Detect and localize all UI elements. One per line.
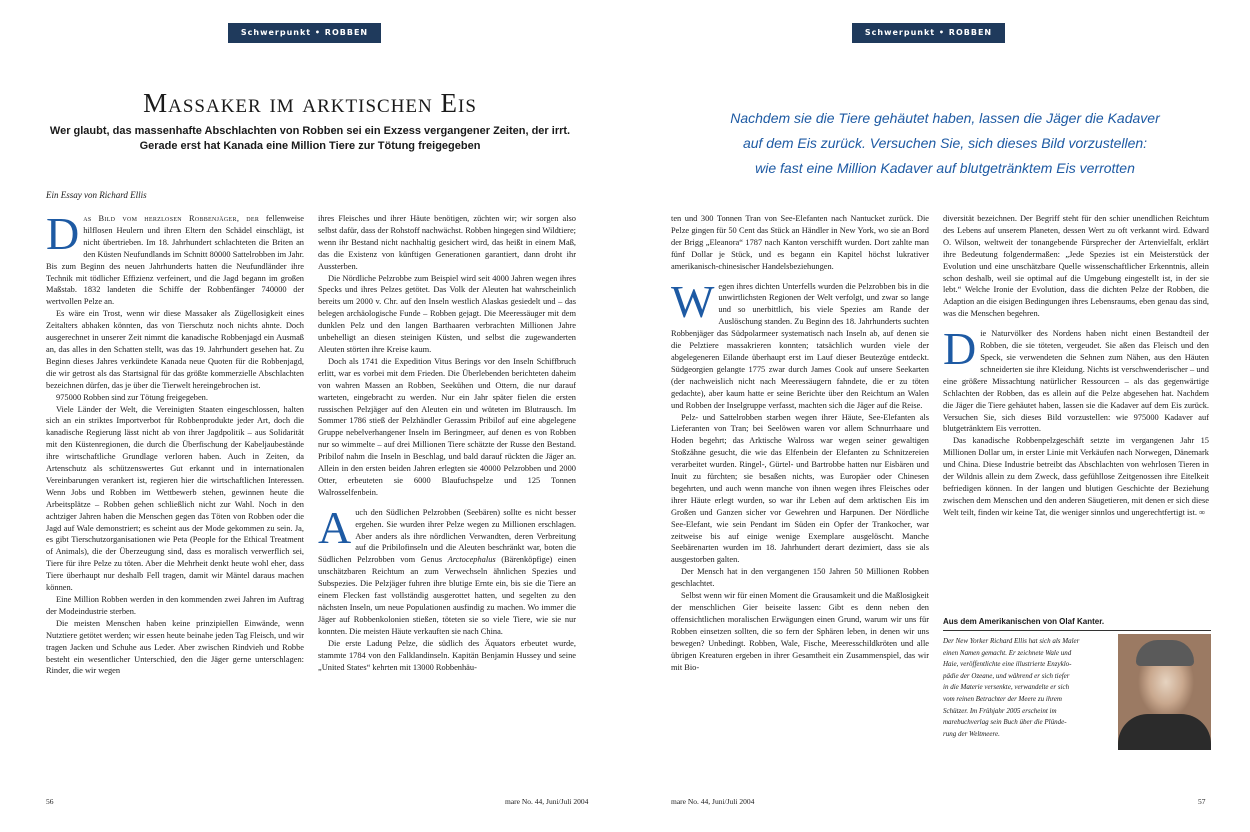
bio-line: Haie, veröffentlichte eine illustrierte Enzyklo-: [943, 660, 1072, 669]
paragraph: Die Nördliche Pelzrobbe zum Beispiel wird seit 4000 Jahren wegen ihres Specks und ihres Pelzes getötet. Das Volk der Aleuten hat wahrscheinlich bereits um 2000 v. Chr. auf den Inseln westlich Alaskas gesiedelt und – das belegen archäologische Funde – Robben gejagt. Die Meeressäuger mit dem dunklen Pelz und den langen Barthaaren verbrachten Millionen Jahre unbehelligt an diesen steinigen Küsten, und selbst die zugewanderten Aleuten störten ihre Kreise kaum.: [318, 273, 576, 354]
paragraph: [943, 323, 1209, 435]
bio-line: rung der Weltmeere.: [943, 729, 1000, 738]
author-byline: Ein Essay von Richard Ellis: [46, 190, 147, 200]
drop-cap: W: [671, 275, 715, 327]
author-bio: [943, 636, 1115, 740]
paragraph: ihres Fleisches und ihrer Häute benötigen, züchten wir; wir sorgen also selbst dafür, dass der Rohstoff nachwächst. Robben hingegen sind Wildtiere; wenn ihr Bestand nicht nachhaltig gesichert wird, das heißt in einem Maß, das die Existenz von künftigen Generationen garantiert, dann droht ihr Aussterben.: [318, 214, 576, 271]
left-page: [0, 0, 620, 832]
portrait-hair: [1136, 640, 1194, 666]
paragraph: Es wäre ein Trost, wenn wir diese Massaker als Zügellosigkeit eines Zeitalters abhaken könnten, das von Tierschutz noch nichts ahnte. Doch ausgerechnet in unserer Zeit nimmt die kanadische Robbenjagd ein Ausmaß an, das alles in den Schatten stellt, was das 19. Jahrhundert gesehen hat. Zu Beginn dieses Jahres verkündete Kanada neue Quoten für die Robbenjagd, die wir getrost als das Startsignal für das größte kommerzielle Abschlachten bezeichnen dürfen, das je über die Tierwelt hereingebrochen ist.: [46, 309, 304, 390]
paragraph: Doch als 1741 die Expedition Vitus Berings vor den Inseln Schiffbruch erlitt, war es vorbei mit dem Frieden. Die Überlebenden berichteten daheim von wahren Massen an Robben, Seekühen und Ottern, die nur darauf warteten, eingebracht zu werden. Nur ein Jahr später fielen die ersten russischen Pelzjäger auf den Aleuten ein und wüteten im Blutrausch. Im Sommer 1786 stieß der Pelzhändler Gerassim Pribilof auf eine abgelegene Gruppe nebelverhangener Inseln im Beringmeer, auf denen es von Robben nur so wimmelte – auf drei Millionen Tiere schätzte der Russe den Bestand. Pribilof nahm die Inseln in Beschlag, und bald darauf rückten die Jäger an. Allein in den ersten beiden Jahren erlegten sie 40000 Pelzrobben und 2000 Otter, erbeuteten sie 6000 Blaufuchspelze und 125 Tonnen Walrosselfenbein.: [318, 356, 576, 497]
drop-cap: A: [318, 501, 352, 553]
paragraph-text: Das kanadische Robbenpelzgeschäft setzte im vergangenen Jahr 15 Millionen Dollar um, in erster Linie mit Verkäufen nach Norwegen, Dänemark und China. Diese Industrie betreibt das Abschlachten von wehrlosen Tieren in der Wildnis allein zu dem Zweck, dass gefühllose Zeitgenossen ihre Eitelkeit befriedigen können. In der langen und blutigen Geschichte der Beziehung zwischen dem Menschen und den anderen Säugetieren, mit denen er sich diese Welt teilt, finden wir keine Tat, die weniger sinnlos und ungerechtfertigt ist.: [943, 436, 1209, 517]
page-gutter: [620, 0, 630, 832]
subtitle-line: Gerade erst hat Kanada eine Million Tiere zur Tötung freigegeben: [139, 140, 481, 152]
paragraph: [318, 501, 576, 638]
portrait-coat: [1118, 714, 1211, 750]
bio-line: einen Namen gemacht. Er zeichnete Wale und: [943, 648, 1072, 657]
pull-quote-line: wie fast eine Million Kadaver auf blutgetränktem Eis verrotten: [755, 160, 1135, 176]
subtitle-line: Wer glaubt, das massenhafte Abschlachten von Robben sei ein Exzess vergangener Zeiten, der irrt.: [49, 125, 571, 137]
paragraph: [671, 275, 929, 412]
pull-quote-line: Nachdem sie die Tiere gehäutet haben, lassen die Jäger die Kadaver: [730, 110, 1160, 126]
page-number: 56: [46, 797, 54, 806]
bio-line: marebuchverlag sein Buch über die Plünde-: [943, 718, 1067, 727]
bio-line: in die Materie versenkte, verwandelte er sich: [943, 683, 1070, 692]
paragraph-text: egen ihres dichten Unterfells wurden die Pelzrobben bis in die unwirtlichsten Regionen der Welt verfolgt, und zwar so lange und so unerbittlich, bis viele Spezies am Rande der Auslöschung standen. Zu Beginn des 18. Jahrhunderts suchten Robbenjäger das Südpolarmeer systematisch nach Inseln ab, auf denen sie die Pelztiere massakrieren konnten; tatsächlich wurden viele der abgelegeneren Eilande überhaupt erst im Lauf dieser Beutezüge entdeckt. Südgeorgien gelangte 1775 zwar durch James Cook auf unsere Seekarten (der nachweislich nicht nach Meeressäugern fahndete, die er zu töten gedachte), aber kaum hatte er seine Berichte über den Reichtum an Walen und Robben der Inselgruppe verfasst, machten sich die Jäger auf die Reise.: [671, 281, 929, 410]
paragraph: 975000 Robben sind zur Tötung freigegeben.: [56, 392, 208, 402]
paragraph: Viele Länder der Welt, die Vereinigten Staaten eingeschlossen, halten sich an ein striktes Importverbot für Robbenprodukte jeder Art, doch die kanadische Regierung lässt nicht ab von ihrer Jagdpolitik – aus Solidarität mit den Küstenregionen, die durch die Überfischung der Kabeljaubestände ihre wirtschaftliche Grundlage verloren haben. Auch in Zeiten, da Artenschutz als schützenswertes Gut erkannt und in internationalen Vereinbarungen verankert ist, regieren hier die wirtschaftlichen Interessen. Wenn Jobs und Robben im Wettbewerb stehen, gewinnen heute die Arbeitsplätze – Robben gehen schließlich nicht zur Wahl. Noch in den achtziger Jahren haben die Menschen gegen das Töten von Robben oder die Jagd auf Wale demonstriert; es scheint aus der Mode gekommen zu sein. Ja, es gibt Tierschutzorganisationen wie Peta (People for the Ethical Treatment of Animals), die der Überzeugung sind, dass es moralisch verwerflich sei, Tiere für ihre Pelze zu töten. Aber die Mehrheit denkt heute wohl eher, dass Tiere überhaupt nur deshalb Fell tragen, damit wir Mäntel daraus machen können.: [46, 404, 304, 593]
text-column-2: [318, 213, 576, 788]
section-tag: Schwerpunkt • ROBBEN: [228, 23, 381, 43]
paragraph-text: ie Naturvölker des Nordens haben nicht einen Bestandteil der Robben, die sie töteten, vergeudet. Sie aßen das Fleisch und den Speck, sie verwendeten die Sehnen zum Nähen, aus den Häuten schneiderten sie ihre Kleidung. Nichts ist verschwenderischer – und eine größere Missachtung natürlicher Ressourcen – als das gegenwärtige Schlachten der Robben, das es allein auf die Pelze abgesehen hat. Nachdem die Jäger die Tiere gehäutet haben, lassen sie die Kadaver auf dem Eis zurück. Versuchen Sie, sich dieses Bild vorzustellen: wie 975000 Kadaver auf blutgetränktem Eis verrotten.: [943, 329, 1209, 434]
right-page: [630, 0, 1250, 832]
bio-line: vom reinen Betrachter der Meere zu ihrem: [943, 694, 1062, 703]
bio-line: pädie der Ozeane, und während er sich tiefer: [943, 671, 1070, 680]
paragraph: diversität bezeichnen. Der Begriff steht für den schier unendlichen Reichtum des Lebens auf unserem Planeten, dessen Wert zu oft verkannt wird. Edward O. Wilson, weltweit der tonangebende Fürsprecher der Artenvielfalt, erklärt ihre Bedeutung folgendermaßen: „Jede Spezies ist ein Meisterstück der Evolution und eine unschätzbare Quelle wissenschaftlicher Erkenntnis, allein schon deshalb, weil sie optimal auf die Umgebung eingestellt ist, in der sie lebt.“ Welche Ironie der Evolution, dass die dichten Pelze der Robben, die Adaption an die eisigen Bedingungen ihres Lebensraums, eben genau das sind, was die Menschen begehren.: [943, 214, 1209, 319]
end-mark-icon: ∞: [1199, 507, 1206, 517]
divider: [943, 630, 1211, 631]
translation-credit: Aus dem Amerikanischen von Olaf Kanter.: [943, 617, 1105, 626]
paragraph-text: fellenweise hilflosen Heulern und ihren Eltern den Schädel einschlägt, ist nicht übertrieben. Im 18. Jahrhundert schlachteten die Briten an den Küsten Neufundlands im Schnitt 80000 Sattelrobben im Jahr. Bis zum Beginn des neuen Jahrhunderts hatten die Neufundländer ihre Technik mit tödlicher Effizienz verfeinert, und die Jagd begann im großen Maßstab. 1832 landeten die Schiffe der Robbenfänger 740000 der wertvollen Pelze an.: [46, 214, 304, 307]
page-footer: mare No. 44, Juni/Juli 2004: [505, 797, 589, 806]
text-column-1: [46, 213, 304, 788]
bio-line: Der New Yorker Richard Ellis hat sich als Maler: [943, 637, 1080, 645]
lead-in: as Bild vom herzlosen Robbenjäger, der: [83, 214, 260, 223]
paragraph: Pelz- und Sattelrobben starben wegen ihrer Häute, See-Elefanten als Lieferanten von Tran; bei Seelöwen waren vor allem Schnurrhaare und Hoden begehrt; das Arktische Walross war wegen seiner gewaltigen Stoßzähne gesucht, die wie das Elfenbein der Elefanten zu Schnitzereien verarbeitet wurden. Ringel-, Gürtel- und Bartrobbe hatten nur Eisbären und Inuit zu fürchten; sie besaßen nichts, was Europäer oder Chinesen begehrten, und auch wenn manche von ihnen wegen ihres Fleisches oder ihrer Häute erlegt wurden, so war ihr Leben auf dem arktischen Eis im Großen und Ganzen sicher vor Gewehren und Harpunen. Der Nördliche See-Elefant, wie sein Pendant im Süden ein Opfer der Trankocher, war zeitweise bis auf einige wenige Exemplare ausgelöscht. Manche Seebärenarten wurden im 18. Jahrhundert derart dezimiert, dass sie als ausgestorben galten.: [671, 412, 929, 565]
section-tag: Schwerpunkt • ROBBEN: [852, 23, 1005, 43]
text-column-3: [671, 213, 929, 788]
pull-quote: [720, 106, 1170, 181]
paragraph: Der Mensch hat in den vergangenen 150 Jahren 50 Millionen Robben geschlachtet.: [671, 567, 929, 589]
paragraph-text: uch den Südlichen Pelzrobben (Seebären) sollte es nicht besser ergehen. Sie wurden ihrer Pelze wegen zu Millionen erschlagen. Aber anders als ihre nördlichen Verwandten, deren Verbreitung auf die Pribilofinseln und die Aleuten beschränkt war, boten die Südlichen Pelzrobben vom Genus: [318, 507, 576, 565]
page-number: 57: [1198, 797, 1206, 806]
genus-name: Arctocephalus: [447, 555, 496, 565]
bio-line: Schützer. Im Frühjahr 2005 erscheint im: [943, 706, 1057, 715]
paragraph: [943, 435, 1209, 518]
text-column-4: [943, 213, 1209, 608]
paragraph: Die meisten Menschen haben keine prinzipiellen Einwände, wenn Nutztiere getötet werden; wir essen heute beinahe jeden Tag Fleisch, und wir tragen Jacken und Schuhe aus Leder. Aber zwischen Rindvieh und Robbe besteht ein wesentlicher Unterschied, den die Jäger gerne unterschlagen: Rinder, die wir wegen: [46, 618, 304, 676]
author-portrait: [1118, 634, 1211, 750]
article-title: Massaker im arktischen Eis: [143, 88, 477, 118]
paragraph: Die erste Ladung Pelze, die südlich des Äquators erbeutet wurde, stammte 1784 von den Falklandinseln. Kapitän Benjamin Hussey und seine „United States“ kehrten mit 13000 Robbenhäu-: [318, 638, 576, 672]
paragraph: ten und 300 Tonnen Tran von See-Elefanten nach Nantucket zurück. Die Pelze gingen für 50 Cent das Stück an Händler in New York, wo sie an Bord der Brigg „Eleanora“ 1787 nach Kanton verschifft wurden. Dort zahlte man fünf Dollar je Stück, und es begann ein Kapitel höchst lukrativer amerikanisch-chinesischer Handelsbeziehungen.: [671, 214, 929, 271]
article-subtitle: [40, 124, 580, 154]
paragraph: [46, 213, 304, 308]
paragraph: Selbst wenn wir für einen Moment die Grausamkeit und die Maßlosigkeit der menschlichen Gier beiseite lassen: Gibt es denn neben den offensichtlichen moralischen Erwägungen einen Grund, warum wir uns für Robben einsetzen sollten, die so fern der Sphären leben, in denen wir uns bewegen? Unbedingt. Robben, Wale, Fische, Meeresschildkröten und alle übrigen Kreaturen ergeben in ihrer Gesamtheit ein Zusammenspiel, das wir mit Bio-: [671, 591, 929, 672]
pull-quote-line: auf dem Eis zurück. Versuchen Sie, sich dieses Bild vorzustellen:: [742, 135, 1148, 151]
page-footer: mare No. 44, Juni/Juli 2004: [671, 797, 755, 806]
paragraph: Eine Million Robben werden in den kommenden zwei Jahren im Auftrag der Modeindustrie sterben.: [46, 595, 304, 616]
drop-cap: D: [46, 213, 80, 259]
drop-cap: D: [943, 323, 977, 375]
paragraph-text: (Bärenköpfige) einen unschätzbaren Reichtum an zum Verwechseln ähnlichen Spezies und Subspezies. Die Pelzjäger fuhren ihre blutige Ernte ein, bis sie die Tiere an einem Flecken fast vollständig ausgerottet hatten, und segelten zu den nächsten Inseln, um neue Populationen ausfindig zu machen. Wo immer die Jäger auf Robbenkolonien stießen, töteten sie so viele Tiere, wie sie nur konnten. Die meisten Häute verkauften sie nach China.: [318, 555, 576, 636]
